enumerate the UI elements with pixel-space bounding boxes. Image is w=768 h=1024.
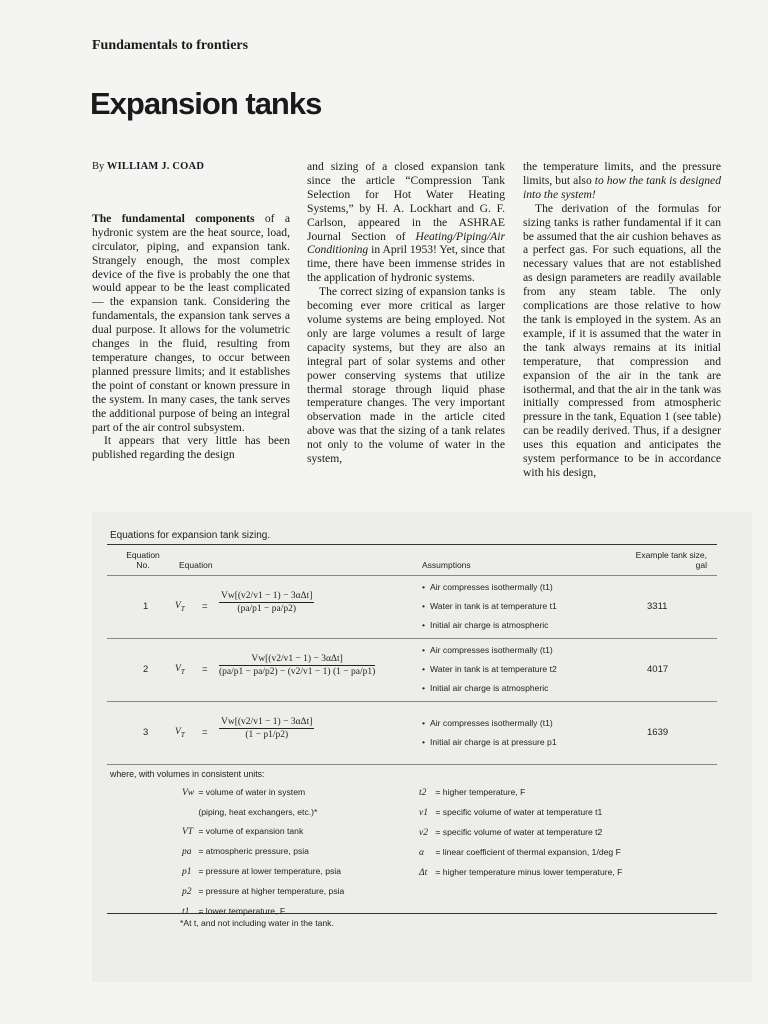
assumptions-list [422, 714, 557, 752]
definition-item: α = linear coefficient of thermal expansion, 1/deg F [419, 843, 622, 863]
author-name: WILLIAM J. COAD [106, 161, 205, 172]
paragraph-3-cont: the temperature limits, and the pressure limits, but also to how the tank is designed into the system! [523, 160, 721, 201]
assumption-item: • Air compresses isothermally (t1) [422, 578, 557, 597]
definition-symbol: t2 [419, 788, 427, 798]
equation-number: 1 [143, 601, 149, 612]
definitions-left [182, 783, 344, 922]
assumption-item: • Initial air charge is at pressure p1 [422, 733, 557, 752]
header-equation: Equation [179, 560, 213, 570]
definition-symbol: VT [182, 827, 194, 837]
definition-symbol: Δt [419, 868, 428, 878]
paragraph-3: The correct sizing of expansion tanks is becoming ever more critical as larger volume systems are being employed. Not only are large volumes a result of large capacity systems, but they are also an integral part of solar systems and other power conserving systems that utilize thermal storage through liquid phase temperature changes. The very important observation made in the article cited above was that the sizing of a tank relates not only to the volume of water in the system, [307, 285, 505, 466]
definition-item: t1 = lower temperature, F [182, 902, 344, 922]
table-header [107, 545, 717, 575]
numerator: Vw[(v2/v1 − 1) − 3αΔt] [219, 654, 375, 666]
assumption-item: • Initial air charge is atmospheric [422, 616, 557, 635]
column-2 [307, 160, 505, 466]
denominator: (pa/p1 − pa/p2) − (v2/v1 − 1) (1 − pa/p1) [219, 667, 376, 677]
table-title: Equations for expansion tank sizing. [110, 530, 271, 541]
definition-item: p1 = pressure at lower temperature, psia [182, 862, 344, 882]
definition-symbol: α [419, 848, 424, 858]
definition-symbol: Vw [182, 788, 195, 798]
equation-number: 2 [143, 664, 149, 675]
header-example-size: Example tank size, gal [635, 550, 707, 570]
example-tank-size: 3311 [647, 601, 668, 612]
assumption-item: • Water in tank is at temperature t2 [422, 660, 557, 679]
equations-table [107, 530, 717, 932]
equation-lhs: $V_T$ [175, 664, 185, 676]
equation-row [107, 702, 717, 764]
column-1 [92, 160, 290, 462]
definition-item: Vw = volume of water in system [182, 783, 344, 803]
equation-number: 3 [143, 727, 149, 738]
equals-sign: = [202, 664, 208, 675]
equals-sign: = [202, 727, 208, 738]
header-eq-no: Equation No. [126, 550, 160, 570]
definition-item: t2 = higher temperature, F [419, 783, 622, 803]
column-3 [523, 160, 721, 480]
definitions-right [419, 783, 622, 883]
equation-lhs: $V_T$ [175, 601, 185, 613]
definition-symbol: p2 [182, 887, 192, 897]
assumptions-list [422, 641, 557, 698]
equation-row [107, 576, 717, 638]
equation-fraction [219, 717, 314, 740]
definition-item: v1 = specific volume of water at temperature t1 [419, 803, 622, 823]
where-intro: where, with volumes in consistent units: [110, 769, 265, 779]
header-assumptions: Assumptions [422, 560, 471, 570]
denominator: (pa/p1 − pa/p2) [237, 604, 297, 614]
paragraph-1: The fundamental components of a hydronic system are the heat source, load, circulator, piping, and expansion tank. Strangely enough, the most complex device of the five is probably the one that would appear to be the least complicated — the expansion tank. Considering the fundamentals, the expansion tank serves a dual purpose. It allows for the volumetric changes in the fluid, resulting from temperature changes, to occur between planned pressure limits; and it establishes the point of constant or known pressure in the system. In many cases, the tank serves the additional purpose of being an integral part of the air control subsystem. [92, 211, 290, 434]
definition-item: (piping, heat exchangers, etc.)* [196, 807, 318, 817]
example-tank-size: 1639 [647, 727, 669, 738]
definition-symbol: p1 [182, 867, 192, 877]
definitions [107, 765, 717, 917]
paragraph-4: The derivation of the formulas for sizing tanks is rather fundamental if it can be assumed that the air cushion behaves as a perfect gas. For such equations, all the necessary values that are not established as design parameters are readily available from any steam table. The only complications are those relative to how the tank is employed in the system. As an example, if it is assumed that the water in the tank always remains at its initial temperature, that compression and expansion of the air in the tank are isothermal, and that the air in the tank was initially compressed from atmospheric pressure in the tank, Equation 1 (see table) can be readily derived. Thus, if a designer uses this equation and anticipates the system performance to be in accordance with his design, [523, 201, 721, 479]
definition-symbol: v2 [419, 828, 428, 838]
definition-item: pa = atmospheric pressure, psia [182, 842, 344, 862]
definition-item: p2 = pressure at higher temperature, psia [182, 882, 344, 902]
definition-item: VT = volume of expansion tank [182, 822, 344, 842]
example-tank-size: 4017 [647, 664, 669, 675]
equals-sign: = [202, 601, 208, 612]
definition-symbol: pa [182, 847, 192, 857]
assumption-item: • Initial air charge is atmospheric [422, 679, 557, 698]
paragraph-2-cont: and sizing of a closed expansion tank since the article “Compression Tank Selection for Hot Water Heating Systems,” by H. A. Lockhart and G. F. Carlson, appeared in the ASHRAE Journal Section of Heating/Piping/Air Conditioning in April 1953! Yet, since that time, there have been immense strides in the application of hydronic systems. [307, 160, 505, 285]
equation-row [107, 639, 717, 701]
definition-symbol: t1 [182, 907, 190, 917]
assumptions-list [422, 578, 557, 635]
assumption-item: • Air compresses isothermally (t1) [422, 641, 557, 660]
article-title: Expansion tanks [90, 86, 322, 121]
assumption-item: • Water in tank is at temperature t1 [422, 597, 557, 616]
definition-item: v2 = specific volume of water at temperature t2 [419, 823, 622, 843]
equation-fraction [219, 654, 375, 677]
numerator: Vw[(v2/v1 − 1) − 3αΔt] [221, 591, 313, 601]
equation-fraction [219, 591, 314, 614]
equation-lhs: $V_T$ [175, 727, 185, 739]
assumption-item: • Air compresses isothermally (t1) [422, 714, 557, 733]
denominator: (1 − p1/p2) [245, 730, 289, 740]
byline: By WILLIAM J. COAD [92, 161, 205, 172]
definition-symbol: v1 [419, 808, 428, 818]
paragraph-2-start: It appears that very little has been published regarding the design [92, 434, 290, 462]
table-footnote: *At t, and not including water in the tank. [180, 918, 334, 928]
lead-in: The fundamental components [92, 211, 255, 225]
section-label: Fundamentals to frontiers [92, 38, 249, 53]
definition-item: Δt = higher temperature minus lower temperature, F [419, 863, 622, 883]
numerator: Vw[(v2/v1 − 1) − 3αΔt] [221, 717, 313, 727]
